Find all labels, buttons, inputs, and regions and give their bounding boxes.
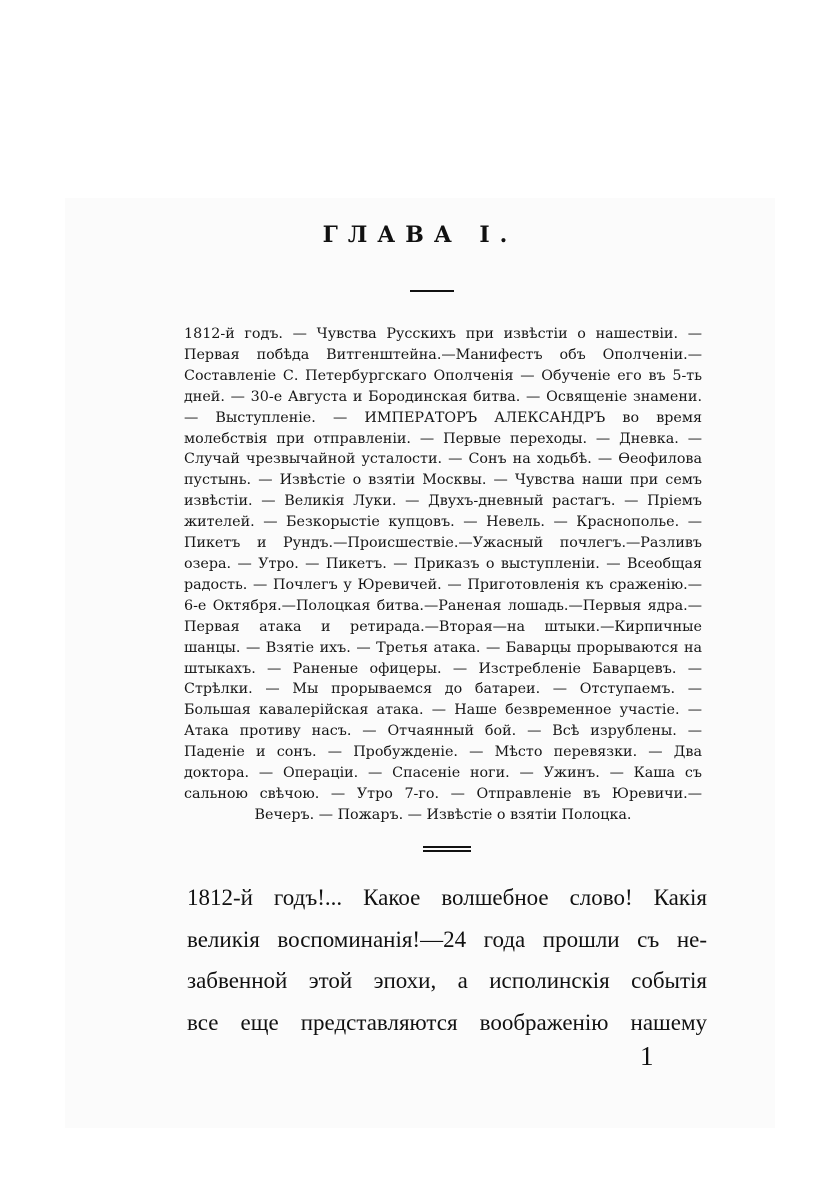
body-line: забвенной этой эпохи, а исполинскія событія <box>187 968 707 993</box>
chapter-synopsis: 1812-й годъ. — Чувства Русскихъ при извѣстіи о нашествіи. — Первая побѣда Витгенштейна.—Манифестъ объ Ополченіи.—Составленіе С. Петербургскаго Ополченія — Обученіе его въ 5-ть дней. — 30-е Августа и Бородинская битва. — Освященіе знамени. — Выступленіе. — ИМПЕРАТОРЪ АЛЕКСАНДРЪ во время молебствія при отправленіи. — Первые переходы. — Дневка. — Случай чрезвычайной усталости. — Сонъ на ходьбѣ. — Ѳеофилова пустынь. — Извѣстіе о взятіи Москвы. — Чувства наши при семъ извѣстіи. — Великія Луки. — Двухъ-дневный растагъ. — Пріемъ жителей. — Безкорыстіе купцовъ. — Невель. — Краснополье. — Пикетъ и Рундъ.—Происшествіе.—Ужасный почлегъ.—Разливъ озера. — Утро. — Пикетъ. — Приказъ о выступленіи. — Всеобщая радость. — Почлегъ у Юревичей. — Приготовленія къ сраженію.—6-е Октября.—Полоцкая битва.—Раненая лошадь.—Первыя ядра.—Первая атака и ретирада.—Вторая—на штыки.—Кирпичные шанцы. — Взятіе ихъ. — Третья атака. — Баварцы прорываются на штыкахъ. — Раненые офицеры. — Изстребленіе Баварцевъ. — Стрѣлки. — Мы прорываемся до батареи. — Отступаемъ. — Большая кавалерійская атака. — Наше безвременное участіе. — Атака противу насъ. — Отчаянный бой. — Всѣ изрублены. — Паденіе и сонъ. — Пробужденіе. — Мѣсто перевязки. — Два доктора. — Операціи. — Спасеніе ноги. — Ужинъ. — Каша съ сальною свѣчою. — Утро 7-го. — Отправленіе въ Юревичи.—Вечеръ. — Пожаръ. — Извѣстіе о взятіи Полоцка. <box>184 326 702 823</box>
body-paragraph <box>187 877 707 1043</box>
chapter-title: ГЛАВА I. <box>322 222 518 248</box>
page-number: 1 <box>640 1041 654 1071</box>
body-line: все еще представляются воображенію нашему <box>187 1009 707 1035</box>
body-line: великія воспоминанія!—24 года прошли съ не- <box>187 926 707 952</box>
double-rule-divider <box>423 846 471 852</box>
body-line: 1812-й годъ!... Какое волшебное слово! Какія <box>187 885 707 910</box>
title-divider <box>410 290 454 292</box>
